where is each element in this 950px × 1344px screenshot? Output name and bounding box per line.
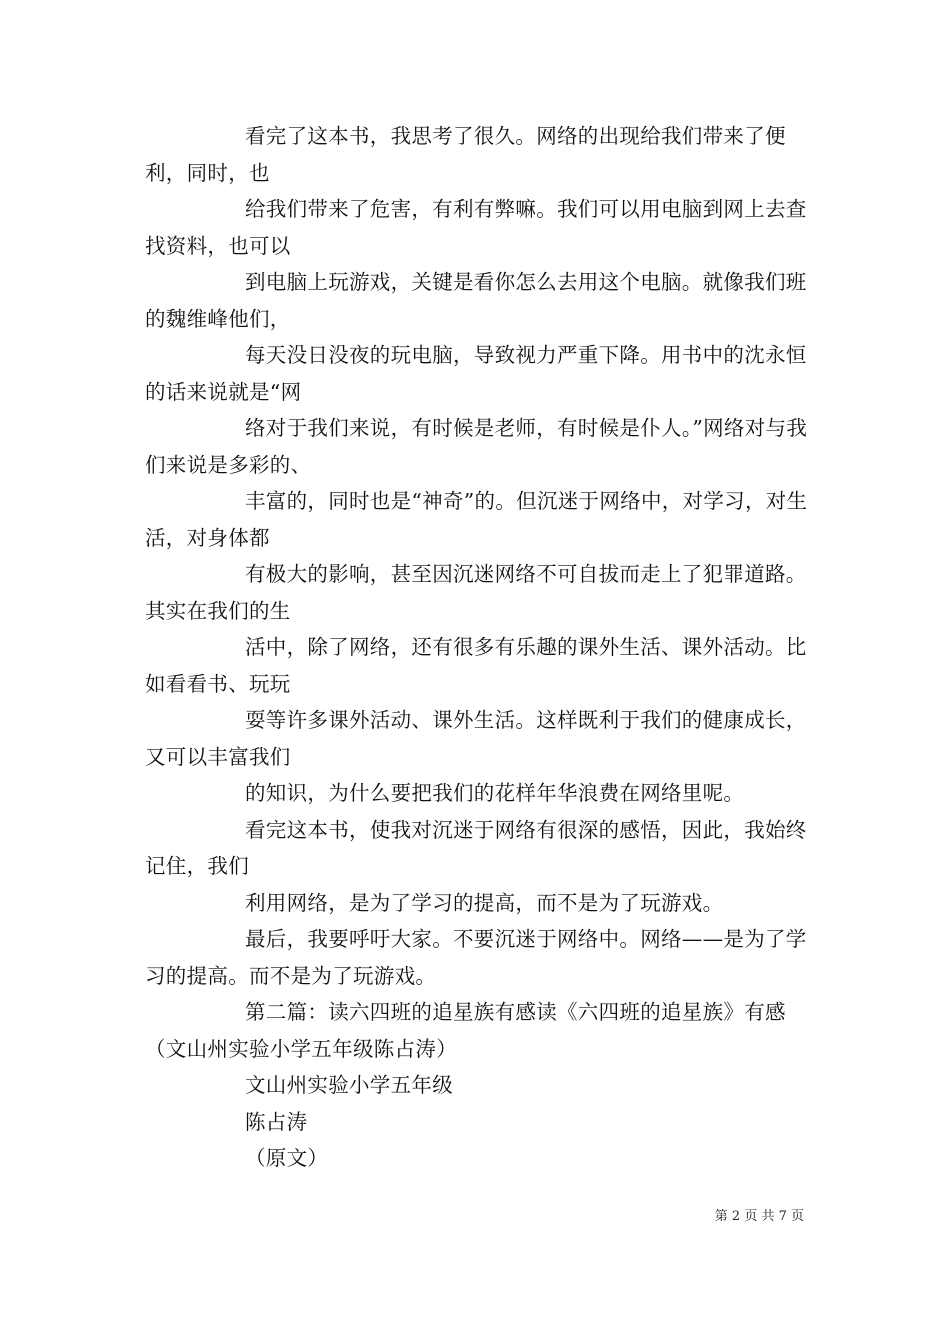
paragraph: 最后，我要呼吁大家。不要沉迷于网络中。网络——是为了学习的提高。而不是为了玩游戏。	[145, 927, 807, 988]
paragraph: 给我们带来了危害，有利有弊嘛。我们可以用电脑到网上去查找资料，也可以	[145, 197, 807, 258]
paragraph: 的知识，为什么要把我们的花样年华浪费在网络里呢。	[245, 781, 745, 805]
paragraph: 活中，除了网络，还有很多有乐趣的课外生活、课外活动。比如看看书、玩玩	[145, 635, 807, 696]
paragraph: 利用网络，是为了学习的提高，而不是为了玩游戏。	[245, 890, 724, 915]
author-school: 文山州实验小学五年级	[245, 1073, 453, 1097]
paragraph: 到电脑上玩游戏，关键是看你怎么去用这个电脑。就像我们班的魏维峰他们，	[145, 270, 807, 331]
paragraph: 丰富的，同时也是“神奇”的。但沉迷于网络中，对学习，对生活，对身体都	[145, 489, 808, 550]
section-heading: 第二篇：读六四班的追星族有感读《六四班的追星族》有感（文山州实验小学五年级陈占涛）	[145, 1000, 786, 1061]
paragraph: 有极大的影响，甚至因沉迷网络不可自拔而走上了犯罪道路。其实在我们的生	[145, 562, 807, 623]
page-number-footer: 第 2 页 共 7 页	[714, 1209, 804, 1224]
body-text	[145, 118, 815, 1177]
paragraph: 看完这本书，使我对沉迷于网络有很深的感悟，因此，我始终记住，我们	[145, 817, 807, 878]
paragraph: 耍等许多课外活动、课外生活。这样既利于我们的健康成长，又可以丰富我们	[145, 708, 807, 769]
paragraph: 看完了这本书，我思考了很久。网络的出现给我们带来了便利，同时，也	[145, 124, 786, 185]
paragraph: 每天没日没夜的玩电脑，导致视力严重下降。用书中的沈永恒的话来说就是“网	[145, 343, 807, 404]
paragraph: 络对于我们来说，有时候是老师，有时候是仆人。”网络对与我们来说是多彩的、	[145, 416, 808, 477]
author-name: 陈占涛	[245, 1109, 308, 1134]
original-text-label: （原文）	[245, 1146, 329, 1170]
